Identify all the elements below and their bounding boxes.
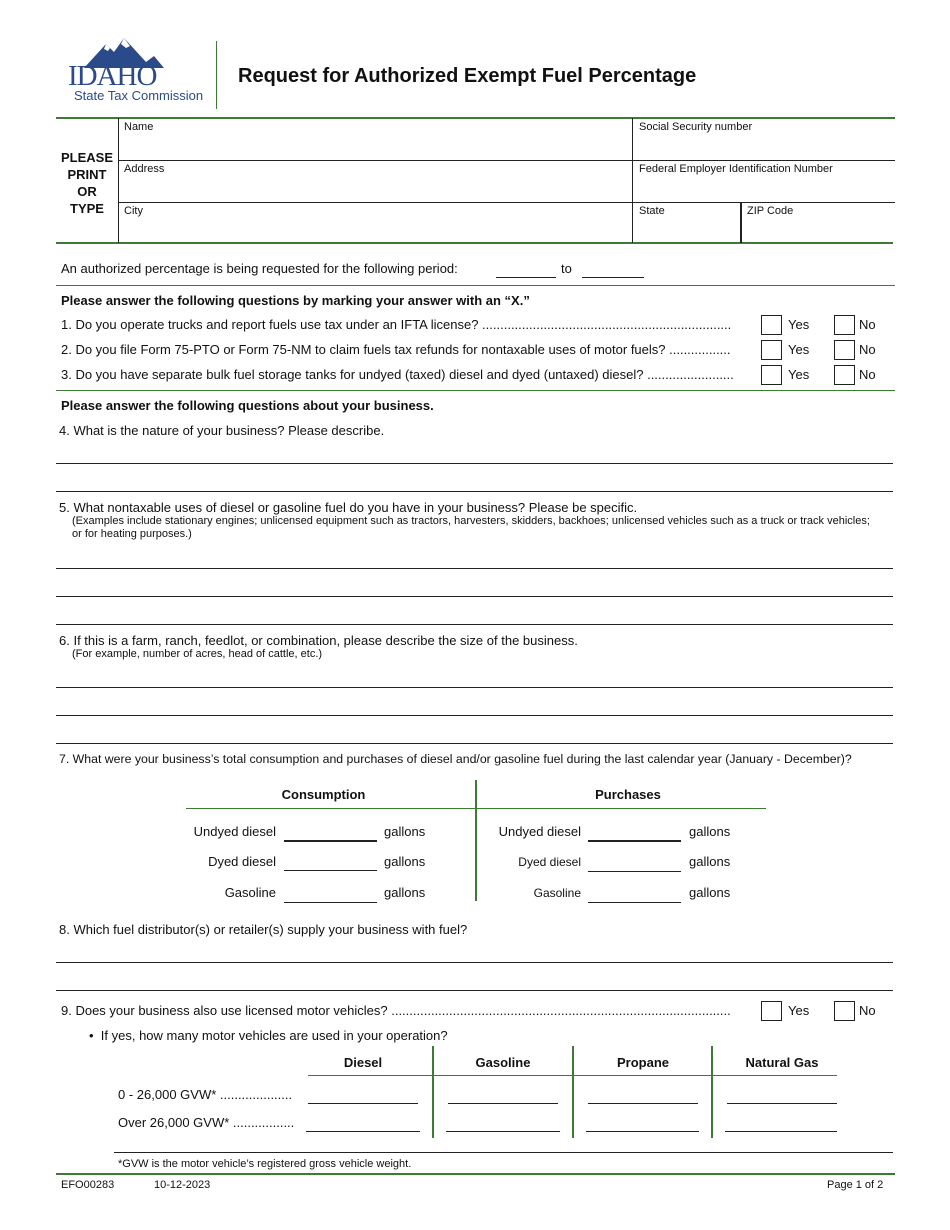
consumption-gasoline-field[interactable] bbox=[284, 902, 377, 903]
vehicle-light-propane-field[interactable] bbox=[588, 1103, 698, 1104]
vehicle-heavy-gasoline-field[interactable] bbox=[446, 1131, 560, 1132]
consumption-undyed-field[interactable] bbox=[284, 840, 377, 842]
ssn-field[interactable] bbox=[634, 134, 892, 159]
question-5-answer-line-2[interactable] bbox=[56, 596, 893, 597]
identity-row2-line bbox=[119, 202, 895, 203]
identity-mid-divider bbox=[632, 118, 633, 243]
vehicle-row-heavy-label: Over 26,000 GVW* ................. bbox=[118, 1115, 295, 1130]
name-field-label: Name bbox=[124, 121, 154, 133]
purchases-dyed-label: Dyed diesel bbox=[518, 855, 581, 869]
question-6-text: 6. If this is a farm, ranch, feedlot, or combination, please describe the size of the business. bbox=[59, 633, 578, 648]
vehicle-col-natural-gas: Natural Gas bbox=[745, 1055, 819, 1070]
vehicle-row-light-label: 0 - 26,000 GVW* .................... bbox=[118, 1087, 293, 1102]
city-field[interactable] bbox=[120, 218, 630, 241]
vehicle-light-gasoline-field[interactable] bbox=[448, 1103, 558, 1104]
city-field-label: City bbox=[124, 205, 143, 217]
please-print-label: PLEASE PRINT OR TYPE bbox=[60, 150, 113, 216]
question-9-text: 9. Does your business also use licensed motor vehicles? .............................................................................................. bbox=[61, 1003, 731, 1018]
identity-state-divider bbox=[740, 203, 742, 243]
business-heading: Please answer the following questions about your business. bbox=[61, 398, 434, 413]
address-field[interactable] bbox=[120, 176, 630, 201]
purchases-dyed-unit: gallons bbox=[689, 854, 731, 869]
question-4-answer-line-2[interactable] bbox=[56, 491, 893, 492]
question-8-answer-line-1[interactable] bbox=[56, 962, 893, 963]
question-9-no-checkbox[interactable] bbox=[834, 1001, 855, 1021]
purchases-header: Purchases bbox=[595, 787, 661, 802]
consumption-undyed-label: Undyed diesel bbox=[193, 824, 276, 839]
question-9-no-text: No bbox=[859, 1003, 876, 1018]
question-1-no-checkbox[interactable] bbox=[834, 315, 855, 335]
consumption-gasoline-unit: gallons bbox=[384, 885, 426, 900]
identity-left-divider bbox=[118, 118, 119, 243]
question-6-note: (For example, number of acres, head of cattle, etc.) bbox=[72, 648, 323, 660]
question-1-yes-checkbox[interactable] bbox=[761, 315, 782, 335]
vehicle-light-diesel-field[interactable] bbox=[308, 1103, 418, 1104]
question-5-text: 5. What nontaxable uses of diesel or gasoline fuel do you have in your business? Please be specific. bbox=[59, 500, 638, 515]
name-field[interactable] bbox=[120, 134, 630, 159]
form-date: 10-12-2023 bbox=[154, 1179, 211, 1191]
question-6-answer-line-3[interactable] bbox=[56, 743, 893, 744]
question-3-text: 3. Do you have separate bulk fuel storage tanks for undyed (taxed) diesel and dyed (untaxed) diesel? ........................ bbox=[61, 367, 734, 382]
vehicle-table-divider-3 bbox=[711, 1046, 713, 1138]
question-1-yes-label: Yes bbox=[788, 317, 810, 332]
consumption-undyed-unit: gallons bbox=[384, 824, 426, 839]
question-9-subquestion: • If yes, how many motor vehicles are used in your operation? bbox=[89, 1028, 448, 1043]
consumption-dyed-field[interactable] bbox=[284, 870, 377, 871]
vehicle-col-diesel: Diesel bbox=[343, 1055, 383, 1070]
yesno-bottom-line bbox=[56, 390, 895, 391]
purchases-undyed-field[interactable] bbox=[588, 840, 681, 842]
consumption-dyed-unit: gallons bbox=[384, 854, 426, 869]
consumption-header: Consumption bbox=[281, 787, 366, 802]
logo-subtitle: State Tax Commission bbox=[74, 88, 204, 103]
vehicle-col-propane: Propane bbox=[616, 1055, 669, 1070]
identity-bottom-border bbox=[56, 242, 893, 244]
question-1-text: 1. Do you operate trucks and report fuels use tax under an IFTA license? ..................................................................... bbox=[61, 317, 732, 332]
vehicle-table-divider-2 bbox=[572, 1046, 574, 1138]
question-2-no-label: No bbox=[859, 342, 876, 357]
state-field-label: State bbox=[639, 205, 665, 217]
question-8-answer-line-2[interactable] bbox=[56, 990, 893, 991]
fein-field-label: Federal Employer Identification Number bbox=[639, 163, 833, 175]
question-3-yes-label: Yes bbox=[788, 367, 810, 382]
question-2-text: 2. Do you file Form 75-PTO or Form 75-NM to claim fuels tax refunds for nontaxable uses of motor fuels? ................. bbox=[61, 342, 731, 357]
question-3-yes-checkbox[interactable] bbox=[761, 365, 782, 385]
state-field[interactable] bbox=[634, 218, 738, 241]
page-title: Request for Authorized Exempt Fuel Percentage bbox=[238, 65, 697, 87]
ssn-field-label: Social Security number bbox=[639, 121, 753, 133]
period-start-field[interactable] bbox=[496, 277, 556, 278]
identity-top-border bbox=[56, 117, 895, 119]
purchases-undyed-label: Undyed diesel bbox=[498, 824, 581, 839]
consumption-gasoline-label: Gasoline bbox=[224, 885, 276, 900]
address-field-label: Address bbox=[124, 163, 165, 175]
question-5-answer-line-1[interactable] bbox=[56, 568, 893, 569]
footer-line bbox=[56, 1173, 895, 1175]
question-7-text: 7. What were your business’s total consumption and purchases of diesel and/or gasoline fuel during the last calendar year (January - December)? bbox=[59, 752, 852, 766]
logo-text: IDAHO bbox=[68, 60, 157, 92]
vehicle-heavy-diesel-field[interactable] bbox=[306, 1131, 420, 1132]
identity-row1-line bbox=[119, 160, 895, 161]
period-end-field[interactable] bbox=[582, 277, 644, 278]
purchases-gasoline-unit: gallons bbox=[689, 885, 731, 900]
fuel-table-divider bbox=[475, 780, 477, 901]
question-2-yes-checkbox[interactable] bbox=[761, 340, 782, 360]
fein-field[interactable] bbox=[634, 176, 892, 201]
question-9-yes-checkbox[interactable] bbox=[761, 1001, 782, 1021]
question-4-answer-line-1[interactable] bbox=[56, 463, 893, 464]
question-6-answer-line-1[interactable] bbox=[56, 687, 893, 688]
question-5-answer-line-3[interactable] bbox=[56, 624, 893, 625]
vehicle-heavy-natural-gas-field[interactable] bbox=[725, 1131, 837, 1132]
gvw-note: *GVW is the motor vehicle’s registered gross vehicle weight. bbox=[118, 1158, 412, 1170]
period-bottom-line bbox=[56, 285, 895, 286]
purchases-undyed-unit: gallons bbox=[689, 824, 731, 839]
bullet-icon: • bbox=[89, 1028, 101, 1043]
consumption-dyed-label: Dyed diesel bbox=[208, 854, 276, 869]
zip-field-label: ZIP Code bbox=[747, 205, 794, 217]
period-text: An authorized percentage is being requested for the following period: bbox=[61, 261, 458, 276]
vehicle-col-gasoline: Gasoline bbox=[475, 1055, 531, 1070]
question-9-yes-text: Yes bbox=[788, 1003, 810, 1018]
vehicle-heavy-propane-field[interactable] bbox=[586, 1131, 699, 1132]
question-3-no-checkbox[interactable] bbox=[834, 365, 855, 385]
question-5-note: (Examples include stationary engines; unlicensed equipment such as tractors, harvesters, skidders, backhoes; unlicensed vehicles such as a truck or track vehicles; or for heating purposes.) bbox=[72, 515, 870, 540]
question-1-no-label: No bbox=[859, 317, 876, 332]
question-2-yes-label: Yes bbox=[788, 342, 810, 357]
question-3-no-label: No bbox=[859, 367, 876, 382]
question-8-text: 8. Which fuel distributor(s) or retailer(s) supply your business with fuel? bbox=[59, 922, 468, 937]
purchases-gasoline-field[interactable] bbox=[588, 902, 681, 903]
form-id: EFO00283 bbox=[61, 1179, 115, 1191]
yesno-heading: Please answer the following questions by marking your answer with an “X.” bbox=[61, 293, 530, 308]
period-to-label: to bbox=[561, 261, 572, 276]
header-divider bbox=[216, 41, 217, 109]
question-6-answer-line-2[interactable] bbox=[56, 715, 893, 716]
vehicle-light-natural-gas-field[interactable] bbox=[727, 1103, 837, 1104]
purchases-gasoline-label: Gasoline bbox=[533, 886, 581, 900]
question-2-no-checkbox[interactable] bbox=[834, 340, 855, 360]
vehicle-table-divider-1 bbox=[432, 1046, 434, 1138]
gvw-note-line bbox=[114, 1152, 893, 1153]
page-number: Page 1 of 2 bbox=[827, 1179, 884, 1191]
zip-field[interactable] bbox=[744, 218, 892, 241]
purchases-dyed-field[interactable] bbox=[588, 871, 681, 872]
idaho-logo bbox=[68, 38, 214, 108]
question-4-text: 4. What is the nature of your business? Please describe. bbox=[59, 423, 385, 438]
